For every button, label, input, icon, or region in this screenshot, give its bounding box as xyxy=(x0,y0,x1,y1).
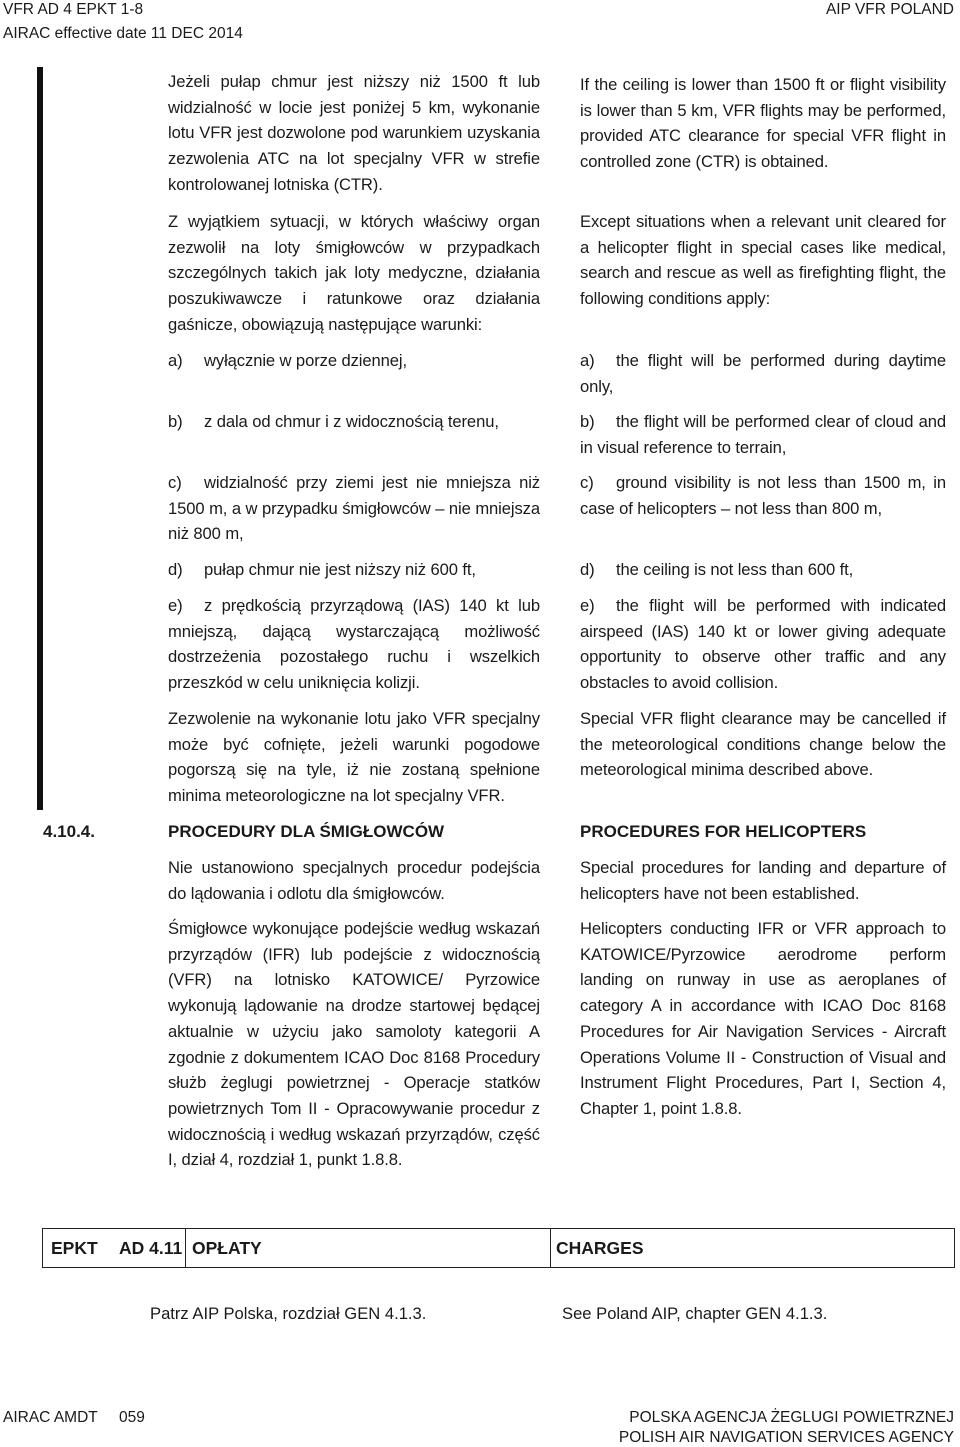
amendment-change-bar xyxy=(37,67,43,810)
para-ceiling-en: If the ceiling is lower than 1500 ft or flight visibility is lower than 5 km, VFR flights may be performed, provided ATC clearance for special VFR flight in controlled zone (CTR) is obtained. xyxy=(580,75,946,172)
condition-marker: b) xyxy=(168,412,183,431)
condition-text: ground visibility is not less than 1500 m, in case of helicopters – not less than 800 m, xyxy=(580,473,946,518)
charges-text-en: See Poland AIP, chapter GEN 4.1.3. xyxy=(562,1304,828,1323)
condition-marker: e) xyxy=(580,596,595,615)
section-title-en: PROCEDURES FOR HELICOPTERS xyxy=(580,822,867,841)
para-cancellation-en: Special VFR flight clearance may be cancelled if the meteorological conditions change below the meteorological minima described above. xyxy=(580,709,946,780)
condition-marker: b) xyxy=(580,412,595,431)
condition-marker: d) xyxy=(580,560,595,579)
condition-c-pl xyxy=(168,470,540,547)
condition-marker: e) xyxy=(168,596,183,615)
condition-e-pl xyxy=(168,593,540,696)
condition-text: z prędkością przyrządową (IAS) 140 kt lub mniejszą, dającą wystarczającą możliwość dostrzeżenia pozostałego ruchu i wszelkich przeszkód w celu uniknięcia kolizji. xyxy=(168,596,540,693)
para-ceiling-pl: Jeżeli pułap chmur jest niższy niż 1500 ft lub widzialność w locie jest poniżej 5 km, wykonanie lotu VFR jest dozwolone pod warunkiem uzyskania zezwolenia ATC na lot specjalny VFR w strefie kontrolowanej lotniska (CTR). xyxy=(168,72,540,194)
condition-marker: c) xyxy=(168,473,182,492)
condition-c-en xyxy=(580,470,946,521)
para-cancellation-pl: Zezwolenie na wykonanie lotu jako VFR specjalny może być cofnięte, jeżeli warunki pogodowe pogorszą się na tyle, iż nie zostaną spełnione minima meteorologiczne na lot specjalny VFR. xyxy=(168,709,540,806)
charges-title-en: CHARGES xyxy=(556,1238,644,1258)
section-title-pl: PROCEDURY DLA ŚMIGŁOWCÓW xyxy=(168,822,445,841)
charges-table-header xyxy=(42,1228,955,1268)
condition-marker: a) xyxy=(168,351,183,370)
condition-d-en xyxy=(580,557,946,583)
condition-text: the flight will be performed clear of cloud and in visual reference to terrain, xyxy=(580,412,946,457)
header-publication: AIP VFR POLAND xyxy=(825,1,954,18)
header-doc-id: VFR AD 4 EPKT 1-8 xyxy=(3,1,144,18)
condition-text: pułap chmur nie jest niższy niż 600 ft, xyxy=(204,560,476,579)
table-divider xyxy=(185,1229,186,1267)
charges-text-pl: Patrz AIP Polska, rozdział GEN 4.1.3. xyxy=(150,1304,427,1323)
condition-d-pl xyxy=(168,557,540,583)
condition-text: z dala od chmur i z widocznością terenu, xyxy=(204,412,499,431)
condition-a-en xyxy=(580,348,946,399)
condition-text: the ceiling is not less than 600 ft, xyxy=(616,560,854,579)
condition-text: wyłącznie w porze dziennej, xyxy=(204,351,407,370)
footer-agency-en: POLISH AIR NAVIGATION SERVICES AGENCY xyxy=(618,1429,954,1446)
condition-text: the flight will be performed with indicated airspeed (IAS) 140 kt or lower giving adequate opportunity to observe other traffic and any obstacles to avoid collision. xyxy=(580,596,946,693)
condition-marker: d) xyxy=(168,560,183,579)
condition-text: widzialność przy ziemi jest nie mniejsza niż 1500 m, a w przypadku śmigłowców – nie mniejsza niż 800 m, xyxy=(168,473,540,544)
table-divider xyxy=(550,1229,551,1267)
footer-amendment: AIRAC AMDT 059 xyxy=(3,1409,145,1426)
para-procedures-pl: Nie ustanowiono specjalnych procedur podejścia do lądowania i odlotu dla śmigłowców. xyxy=(168,858,540,903)
condition-marker: a) xyxy=(580,351,595,370)
charges-aerodrome-code: EPKT xyxy=(51,1238,98,1258)
para-helicopter-exception-pl: Z wyjątkiem sytuacji, w których właściwy organ zezwolił na loty śmigłowców w przypadkach szczególnych takich jak loty medyczne, działania poszukiwawcze i ratunkowe oraz działania gaśnicze, obowiązują następujące warunki: xyxy=(168,212,540,334)
section-number: 4.10.4. xyxy=(43,822,95,841)
para-helicopter-landing-pl: Śmigłowce wykonujące podejście według wskazań przyrządów (IFR) lub podejście z widocznością (VFR) na lotnisko KATOWICE/ Pyrzowice wykonują lądowanie na drodze startowej będącej aktualnie w użyciu jako samoloty kategorii A zgodnie z dokumentem ICAO Doc 8168 Procedury służb żeglugi powietrznej - Operacje statków powietrznych Tom II - Opracowywanie procedur z widocznością i według wskazań przyrządów, część I, dział 4, rozdział 1, punkt 1.8.8. xyxy=(168,919,540,1170)
charges-title-pl: OPŁATY xyxy=(192,1238,262,1258)
condition-b-en xyxy=(580,409,946,460)
condition-text: the flight will be performed during daytime only, xyxy=(580,351,946,396)
condition-a-pl xyxy=(168,348,540,374)
para-procedures-en: Special procedures for landing and departure of helicopters have not been established. xyxy=(580,858,946,903)
para-helicopter-exception-en: Except situations when a relevant unit cleared for a helicopter flight in special cases like medical, search and rescue as well as firefighting flight, the following conditions apply: xyxy=(580,212,946,309)
footer-agency-pl: POLSKA AGENCJA ŻEGLUGI POWIETRZNEJ xyxy=(629,1409,954,1426)
para-helicopter-landing-en: Helicopters conducting IFR or VFR approach to KATOWICE/Pyrzowice aerodrome perform landing on runway in use as aeroplanes of category A in accordance with ICAO Doc 8168 Procedures for Air Navigation Services - Aircraft Operations Volume II - Construction of Visual and Instrument Flight Procedures, Part I, Section 4, Chapter 1, point 1.8.8. xyxy=(580,919,946,1118)
condition-marker: c) xyxy=(580,473,594,492)
header-effective-date: AIRAC effective date 11 DEC 2014 xyxy=(3,25,243,42)
condition-e-en xyxy=(580,593,946,696)
charges-section-ref: AD 4.11 xyxy=(119,1238,183,1258)
condition-b-pl xyxy=(168,409,540,435)
